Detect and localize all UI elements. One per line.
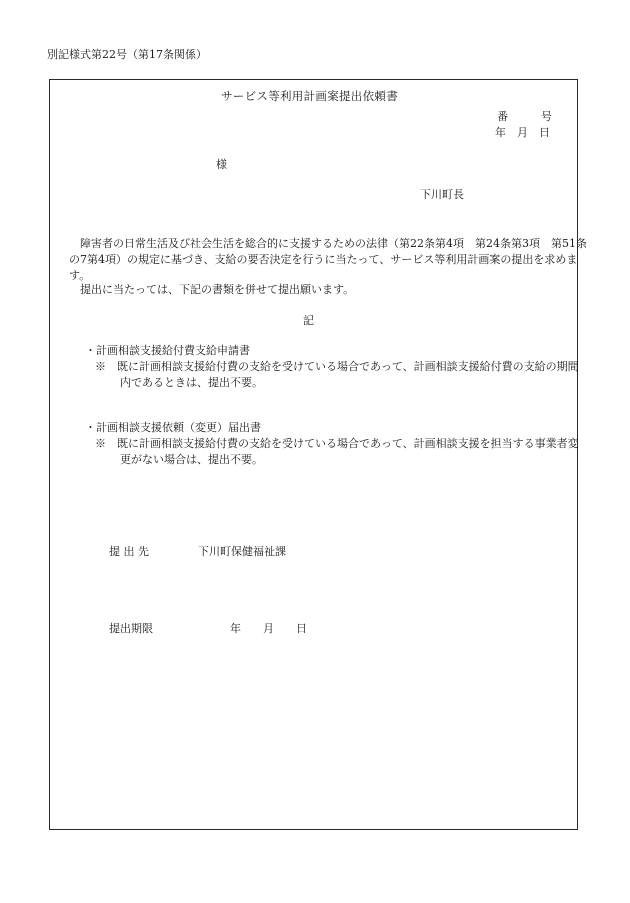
item-2-note-line-1: ※ 既に計画相談支援給付費の支給を受けている場合であって、計画相談支援を担当する事業者変: [95, 437, 579, 450]
submit-to-label: 提 出 先: [109, 545, 149, 558]
item-1-note-line-2: 内であるときは、提出不要。: [120, 376, 263, 389]
item-2-label: ・計画相談支援依頼（変更）届出書: [85, 421, 261, 434]
sender-name: 下川町長: [420, 188, 464, 201]
item-2-note-line-2: 更がない場合は、提出不要。: [120, 453, 263, 466]
submit-to-value: 下川町保健福祉課: [198, 545, 286, 558]
addressee-suffix: 様: [216, 158, 227, 171]
item-1-note-line-1: ※ 既に計画相談支援給付費の支給を受けている場合であって、計画相談支援給付費の支給の期間: [95, 360, 579, 373]
document-title: サービス等利用計画案提出依頼書: [221, 89, 398, 103]
deadline-label: 提出期限: [109, 622, 153, 635]
body-paragraph-2: 提出に当たっては、下記の書類を併せて提出願います。: [80, 283, 355, 296]
date-label: 年 月 日: [495, 126, 550, 139]
body-paragraph-1-line-1: 障害者の日常生活及び社会生活を総合的に支援するための法律（第22条第4項 第24条第3項 第51条: [80, 237, 587, 250]
ki-heading: 記: [303, 314, 314, 327]
number-label: 番 号: [497, 110, 552, 123]
body-paragraph-1-line-3: す。: [69, 269, 91, 282]
form-code: 別記様式第22号（第17条関係）: [47, 48, 207, 61]
body-paragraph-1: [69, 236, 587, 284]
item-1-label: ・計画相談支援給付費支給申請書: [85, 344, 250, 357]
body-paragraph-1-line-2: の7第4項）の規定に基づき、支給の要否決定を行うに当たって、サービス等利用計画案の提出を求めま: [69, 253, 578, 266]
deadline-value: 年 月 日: [230, 622, 307, 635]
